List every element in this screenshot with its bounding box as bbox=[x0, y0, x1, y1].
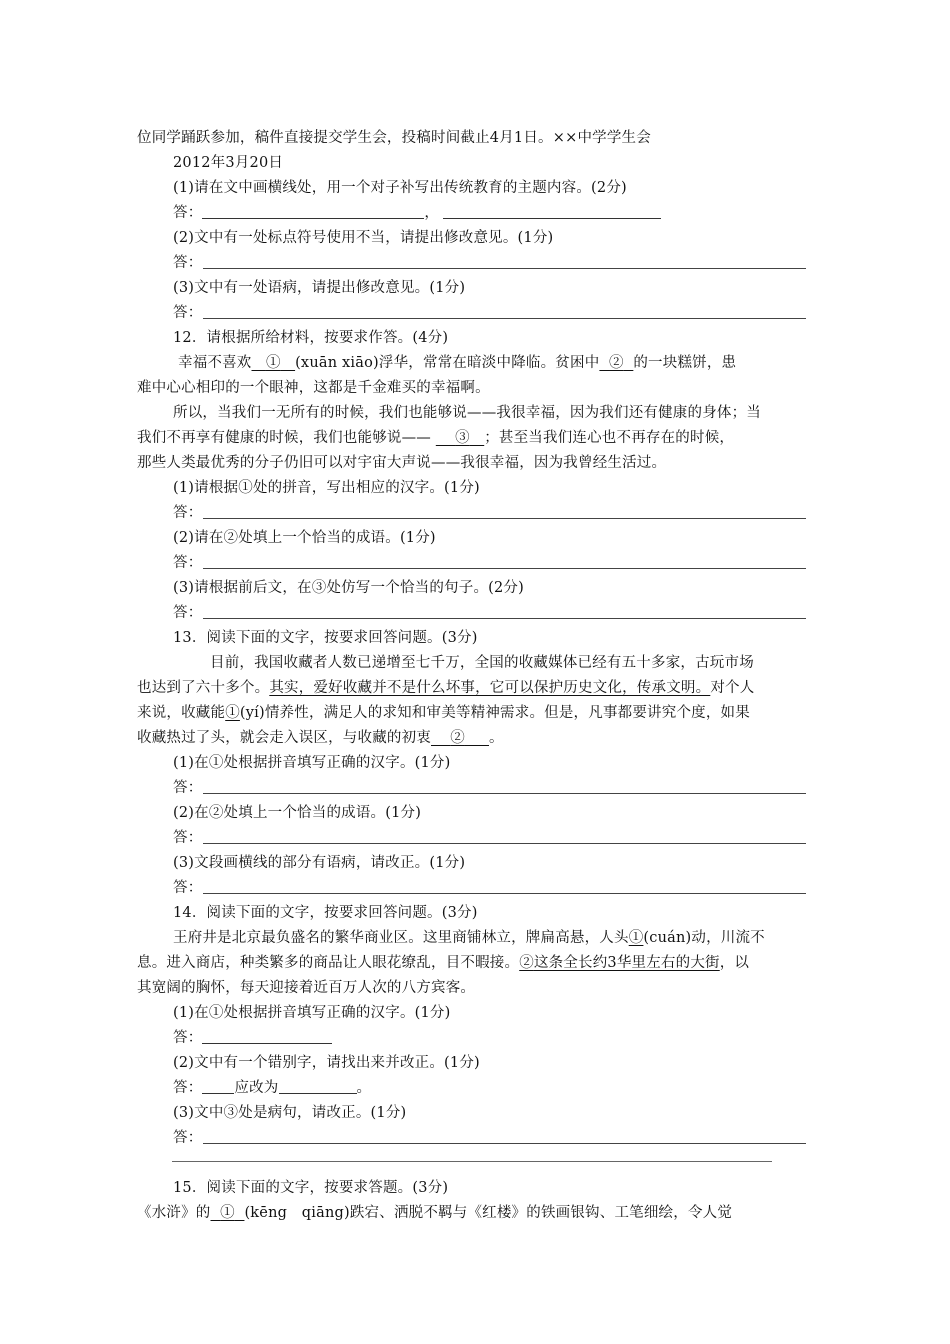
passage-line: 所以，当我们一无所有的时候，我们也能够说——我很幸福，因为我们还有健康的身体；当 bbox=[173, 405, 761, 421]
passage-line: 那些人类最优秀的分子仍旧可以对宇宙大声说——我很幸福，因为我曾经生活过。 bbox=[137, 455, 667, 471]
answer-blank[interactable] bbox=[202, 204, 424, 219]
answer-line[interactable] bbox=[203, 268, 806, 269]
text: (kēng qiāng)跌宕、洒脱不羁与《红楼》的铁画银钩、工笔细绘，令人觉 bbox=[244, 1205, 733, 1221]
blank-marker-3: ③ bbox=[455, 430, 470, 446]
text: (cuán)动，川流不 bbox=[643, 930, 765, 946]
passage-line: 难中心心相印的一个眼神，这都是千金难买的幸福啊。 bbox=[137, 380, 490, 396]
answer-label: 答： bbox=[173, 255, 203, 271]
text: 的一块糕饼，患 bbox=[633, 355, 737, 371]
blank-marker-1: ① bbox=[628, 930, 644, 946]
text: 息。进入商店，种类繁多的商品让人眼花缭乱，目不暇接。 bbox=[137, 955, 520, 971]
passage-line bbox=[137, 703, 817, 723]
passage-line bbox=[137, 428, 817, 448]
question-13-1: (1)在①处根据拼音填写正确的汉字。(1分) bbox=[173, 755, 451, 771]
answer-line[interactable] bbox=[203, 518, 806, 519]
text: 对个人 bbox=[710, 680, 755, 696]
text: 幸福不喜欢 bbox=[178, 355, 252, 371]
answer-label: 答： bbox=[173, 1080, 203, 1096]
question-12-1: (1)请根据①处的拼音，写出相应的汉字。(1分) bbox=[173, 480, 480, 496]
passage-line bbox=[137, 678, 817, 698]
text: ；甚至当我们连心也不再存在的时候， bbox=[484, 430, 735, 446]
blank-marker-1: ① bbox=[265, 355, 281, 371]
question-14-1: (1)在①处根据拼音填写正确的汉字。(1分) bbox=[173, 1005, 451, 1021]
underlined-sentence: 其实，爱好收藏并不是什么坏事，它可以保护历史文化，传承文明。 bbox=[269, 680, 711, 696]
question-12-3: (3)请根据前后文，在③处仿写一个恰当的句子。(2分) bbox=[173, 580, 524, 596]
text: 。 bbox=[489, 730, 504, 746]
text: 也达到了六十多个。 bbox=[137, 680, 270, 696]
answer-label: 答： bbox=[173, 780, 203, 796]
passage-line bbox=[137, 728, 817, 748]
question-13-2: (2)在②处填上一个恰当的成语。(1分) bbox=[173, 805, 422, 821]
blank-marker-2: ② bbox=[609, 355, 624, 371]
blank-marker-1: ① bbox=[225, 705, 240, 721]
text: 王府井是北京最负盛名的繁华商业区。这里商铺林立，牌扁高悬，人头 bbox=[173, 930, 629, 946]
question-13-3: (3)文段画横线的部分有语病，请改正。(1分) bbox=[173, 855, 466, 871]
text: 。 bbox=[356, 1080, 372, 1096]
answer-line[interactable] bbox=[203, 893, 806, 894]
answer-label: 答： bbox=[173, 830, 203, 846]
passage-line bbox=[137, 953, 817, 973]
separator-line bbox=[172, 1161, 772, 1162]
text-line: 位同学踊跃参加，稿件直接提交学生会，投稿时间截止4月1日。××中学学生会 bbox=[137, 130, 651, 146]
question-14: 14．阅读下面的文字，按要求回答问题。(3分) bbox=[173, 905, 478, 921]
text: (xuān xiāo)浮华，常常在暗淡中降临。贫困中 bbox=[295, 355, 600, 371]
answer-blank[interactable] bbox=[279, 1079, 357, 1094]
answer-label: 答： bbox=[173, 555, 203, 571]
answer-row bbox=[173, 203, 853, 223]
question-15: 15．阅读下面的文字，按要求答题。(3分) bbox=[173, 1180, 449, 1196]
question-14-2: (2)文中有一个错别字，请找出来并改正。(1分) bbox=[173, 1055, 480, 1071]
answer-blank[interactable] bbox=[202, 1029, 332, 1044]
answer-label: 答： bbox=[173, 305, 203, 321]
answer-blank[interactable] bbox=[202, 1079, 234, 1094]
blank-marker-2: ② bbox=[450, 730, 465, 746]
text: ，以 bbox=[719, 955, 750, 971]
answer-row bbox=[173, 1078, 853, 1098]
answer-line[interactable] bbox=[203, 843, 806, 844]
question-12-2: (2)请在②处填上一个恰当的成语。(1分) bbox=[173, 530, 436, 546]
answer-line[interactable] bbox=[203, 618, 806, 619]
answer-blank[interactable] bbox=[443, 204, 661, 219]
question-14-3: (3)文中③处是病句，请改正。(1分) bbox=[173, 1105, 407, 1121]
text: (yí)情养性，满足人的求知和审美等精神需求。但是，凡事都要讲究个度，如果 bbox=[239, 705, 750, 721]
question-12: 12．请根据所给材料，按要求作答。(4分) bbox=[173, 330, 449, 346]
answer-row bbox=[173, 1028, 853, 1048]
answer-label: 答： bbox=[173, 205, 203, 221]
answer-label: 答： bbox=[173, 505, 203, 521]
text: 应改为 bbox=[234, 1080, 279, 1096]
text: 《水浒》的 bbox=[137, 1205, 211, 1221]
text: 我们不再享有健康的时候，我们也能够说—— bbox=[137, 430, 431, 446]
question-11-3: (3)文中有一处语病，请提出修改意见。(1分) bbox=[173, 280, 466, 296]
passage-line bbox=[178, 353, 858, 373]
answer-line[interactable] bbox=[203, 1143, 806, 1144]
text: 收藏热过了头，就会走入误区，与收藏的初衷 bbox=[137, 730, 431, 746]
question-11-2: (2)文中有一处标点符号使用不当，请提出修改意见。(1分) bbox=[173, 230, 554, 246]
answer-line[interactable] bbox=[203, 568, 806, 569]
passage-line bbox=[173, 928, 853, 948]
question-13: 13．阅读下面的文字，按要求回答问题。(3分) bbox=[173, 630, 478, 646]
comma: ， bbox=[424, 205, 440, 221]
answer-label: 答： bbox=[173, 605, 203, 621]
answer-line[interactable] bbox=[203, 793, 806, 794]
passage-line: 目前，我国收藏者人数已递增至七千万，全国的收藏媒体已经有五十多家，古玩市场 bbox=[210, 655, 754, 671]
date-line: 2012年3月20日 bbox=[173, 155, 284, 171]
answer-label: 答： bbox=[173, 880, 203, 896]
answer-label: 答： bbox=[173, 1030, 203, 1046]
passage-line: 其宽阔的胸怀，每天迎接着近百万人次的八方宾客。 bbox=[137, 980, 476, 996]
text: 来说，收藏能 bbox=[137, 705, 226, 721]
answer-line[interactable] bbox=[203, 318, 806, 319]
underlined-sentence: ②这条全长约3华里左右的大街 bbox=[519, 955, 720, 971]
question-11-1: (1)请在文中画横线处，用一个对子补写出传统教育的主题内容。(2分) bbox=[173, 180, 627, 196]
answer-label: 答： bbox=[173, 1130, 203, 1146]
blank-marker-1: ① bbox=[220, 1205, 235, 1221]
passage-line bbox=[137, 1203, 817, 1223]
